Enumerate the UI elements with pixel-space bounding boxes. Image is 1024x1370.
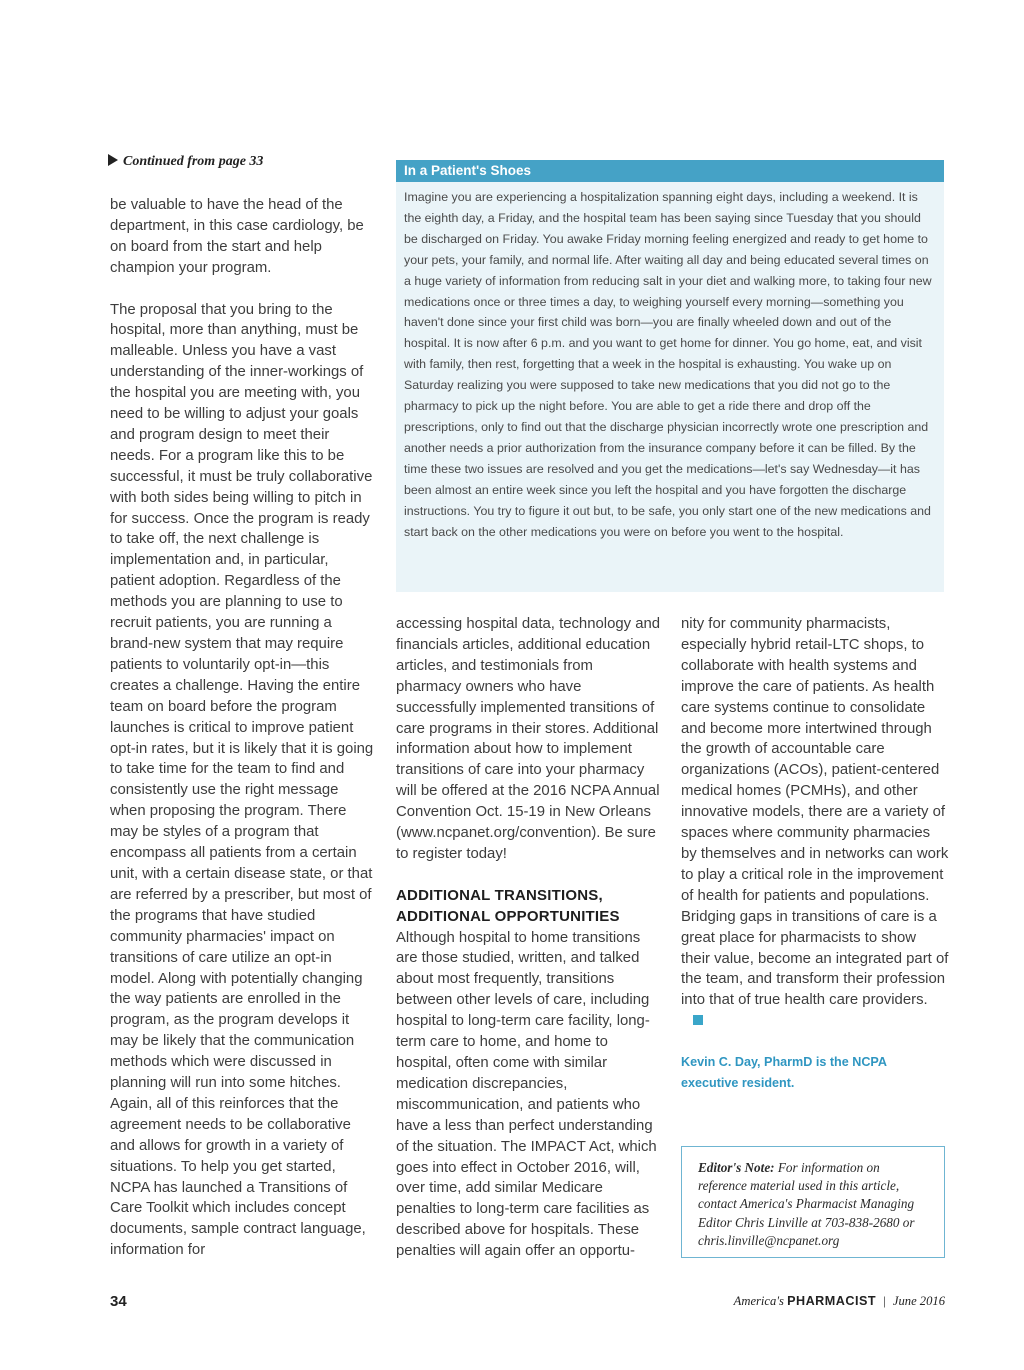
column3-paragraph-1-text: nity for community pharmacists, especially hybrid retail-LTC shops, to collaborate with health systems and improve the care of patients. As health care systems continue to consolidate and become more intertwined through the growth of accountable care organizations (ACOs), patient-centered medical homes (PCMHs), and other innovative models, there are a variety of spaces where community pharmacies by themselves and in networks can work to play a critical role in the improvement of health for patients and populations. Bridging gaps in transitions of care is a great place for pharmacists to show their value, become an integrated part of the team, and transform their profession into that of true health care providers. [681,616,949,1009]
article-column-2 [396,614,662,1262]
column1-paragraph-2: The proposal that you bring to the hospital, more than anything, must be malleable. Unless you have a vast understanding of the inner-workings of the hospital you are meeting with, you need to be willing to adjust your goals and program design to meet their needs. For a program like this to be successful, it must be truly collaborative with both sides being willing to pitch in for success. Once the program is ready to take off, the next challenge is implementation and, in particular, patient adoption. Regardless of the methods you are planning to use to recruit patients, you are running a brand-new system that may require patients to voluntarily opt-in—this creates a challenge. Having the entire team on board before the program launches is critical to improve patient opt-in rates, but it is likely that it is going to take time for the team to find and consistently use the right message when proposing the program. There may be styles of a program that encompass all patients from a certain unit, with a certain disease state, or that are referred by a prescriber, but most of the programs that have studied community pharmacies' impact on transitions of care utilize an opt-in model. Along with potentially changing the way patients are enrolled in the program, as the program develops it may be likely that the communication methods which were discussed in planning will run into some hitches. Again, all of this reinforces that the agreement needs to be collaborative and allows for growth in a variety of situations. To help you get started, NCPA has launched a Transitions of Care Toolkit which includes concept documents, sample contract language, information for [110,301,374,1259]
section-heading-line-2: ADDITIONAL OPPORTUNITIES [396,907,620,925]
author-bio-line-2: executive resident. [681,1076,795,1091]
patient-shoes-sidebar [396,160,944,592]
triangle-arrow-icon [108,154,118,166]
author-bio-line-1: Kevin C. Day, PharmD is the NCPA [681,1055,887,1070]
section-heading [396,886,662,928]
section-heading-line-1: ADDITIONAL TRANSITIONS, [396,886,603,904]
column2-paragraph-2: Although hospital to home transitions are those studied, written, and talked about most frequently, transitions between other levels of care, including hospital to long-term care facility, long-term care to home, and home to hospital, often come with similar medication discrepancies, miscommunication, and patients who have a less than perfect understanding of the situation. The IMPACT Act, which goes into effect in October 2016, will, over time, add similar Medicare penalties to long-term care facilities as described above for hospitals. These penalties will again offer an opportu- [396,929,657,1260]
continued-from-line [108,154,263,170]
article-column-3 [681,614,949,1094]
column2-paragraph-1: accessing hospital data, technology and financials articles, additional education articles, and testimonials from pharmacy owners who have successfully implemented transitions of care programs in their stores. Additional information about how to implement transitions of care into your pharmacy will be offered at the 2016 NCPA Annual Convention Oct. 15-19 in New Orleans (www.ncpanet.org/convention). Be sure to register today! [396,616,661,862]
sidebar-body: Imagine you are experiencing a hospitalization spanning eight days, including a weekend. It is the eighth day, a Friday, and the hospital team has been saying since Tuesday that you should be discharged on Friday. You awake Friday morning feeling energized and ready to get home to your pets, your family, and normal life. After waiting all day and being educated several times on a huge variety of information from reducing salt in your diet and walking more, to taking four new medications once or three times a day, to weighing yourself every morning—something you haven't done since your first child was born—you are finally wheeled down and out of the hospital. It is now after 6 p.m. and you want to get home for dinner. You go home, eat, and visit with family, then rest, forgetting that a week in the hospital is exhausting. You wake up on Saturday realizing you were supposed to take new medications that you did not go to the pharmacy to pick up the night before. You are able to get a ride there and drop off the prescriptions, only to find out that the discharge physician incorrectly wrote one prescription and another needs a prior authorization from the insurance company before it can be filled. By the time these two issues are resolved and you get the medications—let's say Wednesday—it has been almost an entire week since you left the hospital and you have forgotten the discharge instructions. You try to figure it out but, to be safe, you only start one of the new medications and start back on the other medications you were on before you went to the hospital. [404,190,932,539]
editor-note-text: For information on reference material used in this article, contact America's Pharmacist Managing Editor Chris Linville at 703-838-2680 or chris.linville@ncpanet.org [698,1160,915,1248]
sidebar-title: In a Patient's Shoes [396,160,944,182]
issue-date: June 2016 [892,1294,945,1308]
column3-paragraph-1 [681,614,949,1032]
article-column-1 [110,195,376,1261]
author-bio [681,1052,949,1094]
editor-note-label: Editor's Note: [698,1160,775,1175]
page-number: 34 [110,1293,127,1310]
publication-prefix: America's [733,1294,784,1308]
editor-note-box [681,1146,945,1258]
continued-text: Continued from page 33 [123,154,264,169]
footer-publication [734,1294,945,1309]
end-square-icon [693,1015,703,1025]
footer-separator: | [883,1294,886,1308]
publication-name: PHARMACIST [787,1294,877,1308]
column1-paragraph-1: be valuable to have the head of the department, in this case cardiology, be on board from the start and help champion your program. [110,197,364,276]
